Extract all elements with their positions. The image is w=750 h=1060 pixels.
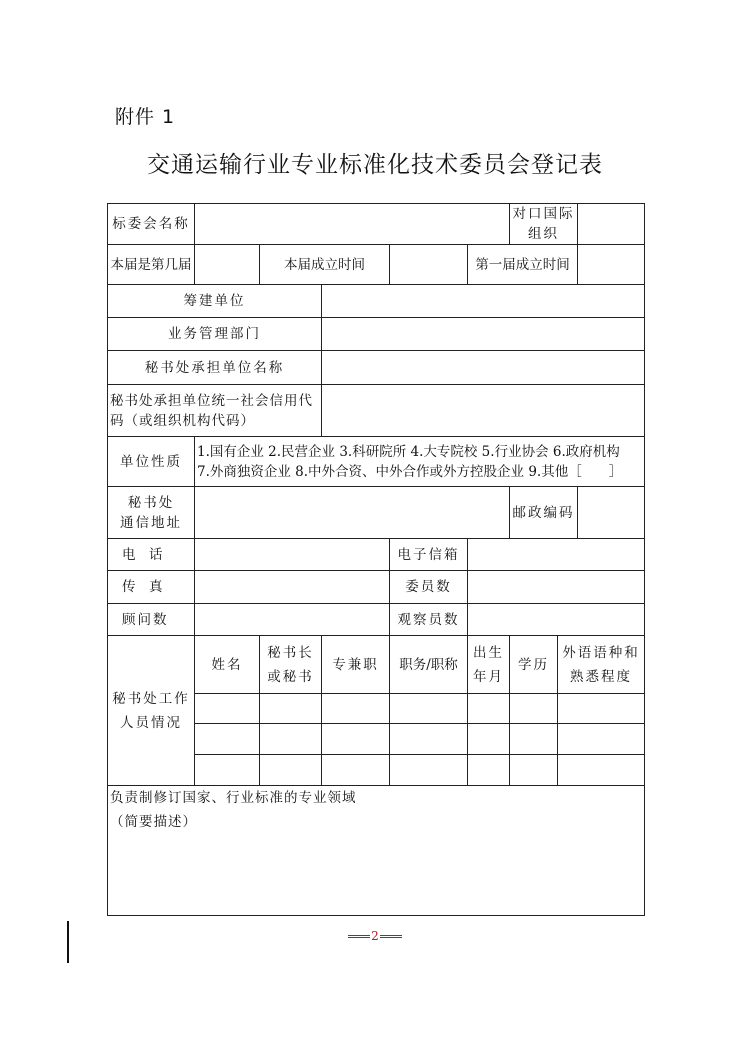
staff-cell[interactable] xyxy=(260,724,322,755)
established-field[interactable] xyxy=(390,245,468,285)
staff-cell[interactable] xyxy=(322,755,390,786)
intl-org-field[interactable] xyxy=(578,204,645,245)
page-number-value: 2 xyxy=(371,929,379,943)
staff-col-title: 职务/职称 xyxy=(390,636,468,694)
unit-nature-options[interactable] xyxy=(195,437,645,487)
unit-nature-line-2: 7.外商独资企业 8.中外合资、中外合作或外方控股企业 9.其他［ ］ xyxy=(197,463,623,480)
first-established-label: 第一届成立时间 xyxy=(468,245,578,285)
scope-hint: （简要描述） xyxy=(110,814,197,830)
staff-cell[interactable] xyxy=(390,755,468,786)
staff-cell[interactable] xyxy=(195,694,260,724)
staff-cell[interactable] xyxy=(322,724,390,755)
preparing-unit-field[interactable] xyxy=(322,285,645,318)
committee-name-label: 标委会名称 xyxy=(108,204,195,245)
staff-col-education: 学历 xyxy=(510,636,558,694)
postcode-field[interactable] xyxy=(578,487,645,539)
credit-code-label: 秘书处承担单位统一社会信用代码（或组织机构代码） xyxy=(108,385,322,437)
staff-cell[interactable] xyxy=(468,755,510,786)
staff-cell[interactable] xyxy=(558,755,645,786)
staff-cell[interactable] xyxy=(390,694,468,724)
staff-col-type: 专兼职 xyxy=(322,636,390,694)
page-number xyxy=(0,929,750,943)
unit-nature-label: 单位性质 xyxy=(108,437,195,487)
staff-col-name: 姓名 xyxy=(195,636,260,694)
first-established-field[interactable] xyxy=(578,245,645,285)
staff-col-birth: 出生年月 xyxy=(468,636,510,694)
staff-cell[interactable] xyxy=(468,694,510,724)
staff-cell[interactable] xyxy=(510,694,558,724)
advisors-label: 顾问数 xyxy=(108,604,195,636)
address-field[interactable] xyxy=(195,487,510,539)
preparing-unit-label: 筹建单位 xyxy=(108,285,322,318)
credit-code-field[interactable] xyxy=(322,385,645,437)
unit-nature-line-1: 1.国有企业 2.民营企业 3.科研院所 4.大专院校 5.行业协会 6.政府机构 xyxy=(197,443,620,460)
session-field[interactable] xyxy=(195,245,260,285)
email-label: 电子信箱 xyxy=(390,539,468,571)
secretariat-unit-label: 秘书处承担单位名称 xyxy=(108,351,322,385)
fax-label: 传 真 xyxy=(108,571,195,604)
staff-cell[interactable] xyxy=(510,724,558,755)
staff-label: 秘书处工作人员情况 xyxy=(108,636,195,786)
management-dept-field[interactable] xyxy=(322,318,645,351)
staff-cell[interactable] xyxy=(558,724,645,755)
phone-field[interactable] xyxy=(195,539,390,571)
staff-col-language: 外语语种和熟悉程度 xyxy=(558,636,645,694)
scope-label: 负责制修订国家、行业标准的专业领域 xyxy=(110,790,357,806)
staff-cell[interactable] xyxy=(260,755,322,786)
established-label: 本届成立时间 xyxy=(260,245,390,285)
staff-cell[interactable] xyxy=(468,724,510,755)
session-label: 本届是第几届 xyxy=(108,245,195,285)
scope-area[interactable] xyxy=(108,786,645,916)
fax-field[interactable] xyxy=(195,571,390,604)
address-label xyxy=(108,487,195,539)
attachment-label: 附件 1 xyxy=(115,106,176,128)
members-label: 委员数 xyxy=(390,571,468,604)
postcode-label: 邮政编码 xyxy=(510,487,578,539)
observers-field[interactable] xyxy=(468,604,645,636)
intl-org-label: 对口国际组织 xyxy=(510,204,578,245)
committee-name-field[interactable] xyxy=(195,204,510,245)
staff-col-role: 秘书长或秘书 xyxy=(260,636,322,694)
staff-cell[interactable] xyxy=(558,694,645,724)
staff-cell[interactable] xyxy=(322,694,390,724)
address-label-line-2: 通信地址 xyxy=(120,514,182,531)
staff-cell[interactable] xyxy=(195,724,260,755)
page-number-dash-left xyxy=(348,935,370,938)
staff-cell[interactable] xyxy=(510,755,558,786)
page-number-dash-right xyxy=(380,935,402,938)
staff-cell[interactable] xyxy=(390,724,468,755)
phone-label: 电 话 xyxy=(108,539,195,571)
registration-form xyxy=(107,203,645,916)
email-field[interactable] xyxy=(468,539,645,571)
observers-label: 观察员数 xyxy=(390,604,468,636)
staff-cell[interactable] xyxy=(195,755,260,786)
staff-cell[interactable] xyxy=(260,694,322,724)
management-dept-label: 业务管理部门 xyxy=(108,318,322,351)
secretariat-unit-field[interactable] xyxy=(322,351,645,385)
address-label-line-1: 秘书处 xyxy=(127,494,175,511)
advisors-field[interactable] xyxy=(195,604,390,636)
form-title: 交通运输行业专业标准化技术委员会登记表 xyxy=(147,152,603,178)
members-field[interactable] xyxy=(468,571,645,604)
